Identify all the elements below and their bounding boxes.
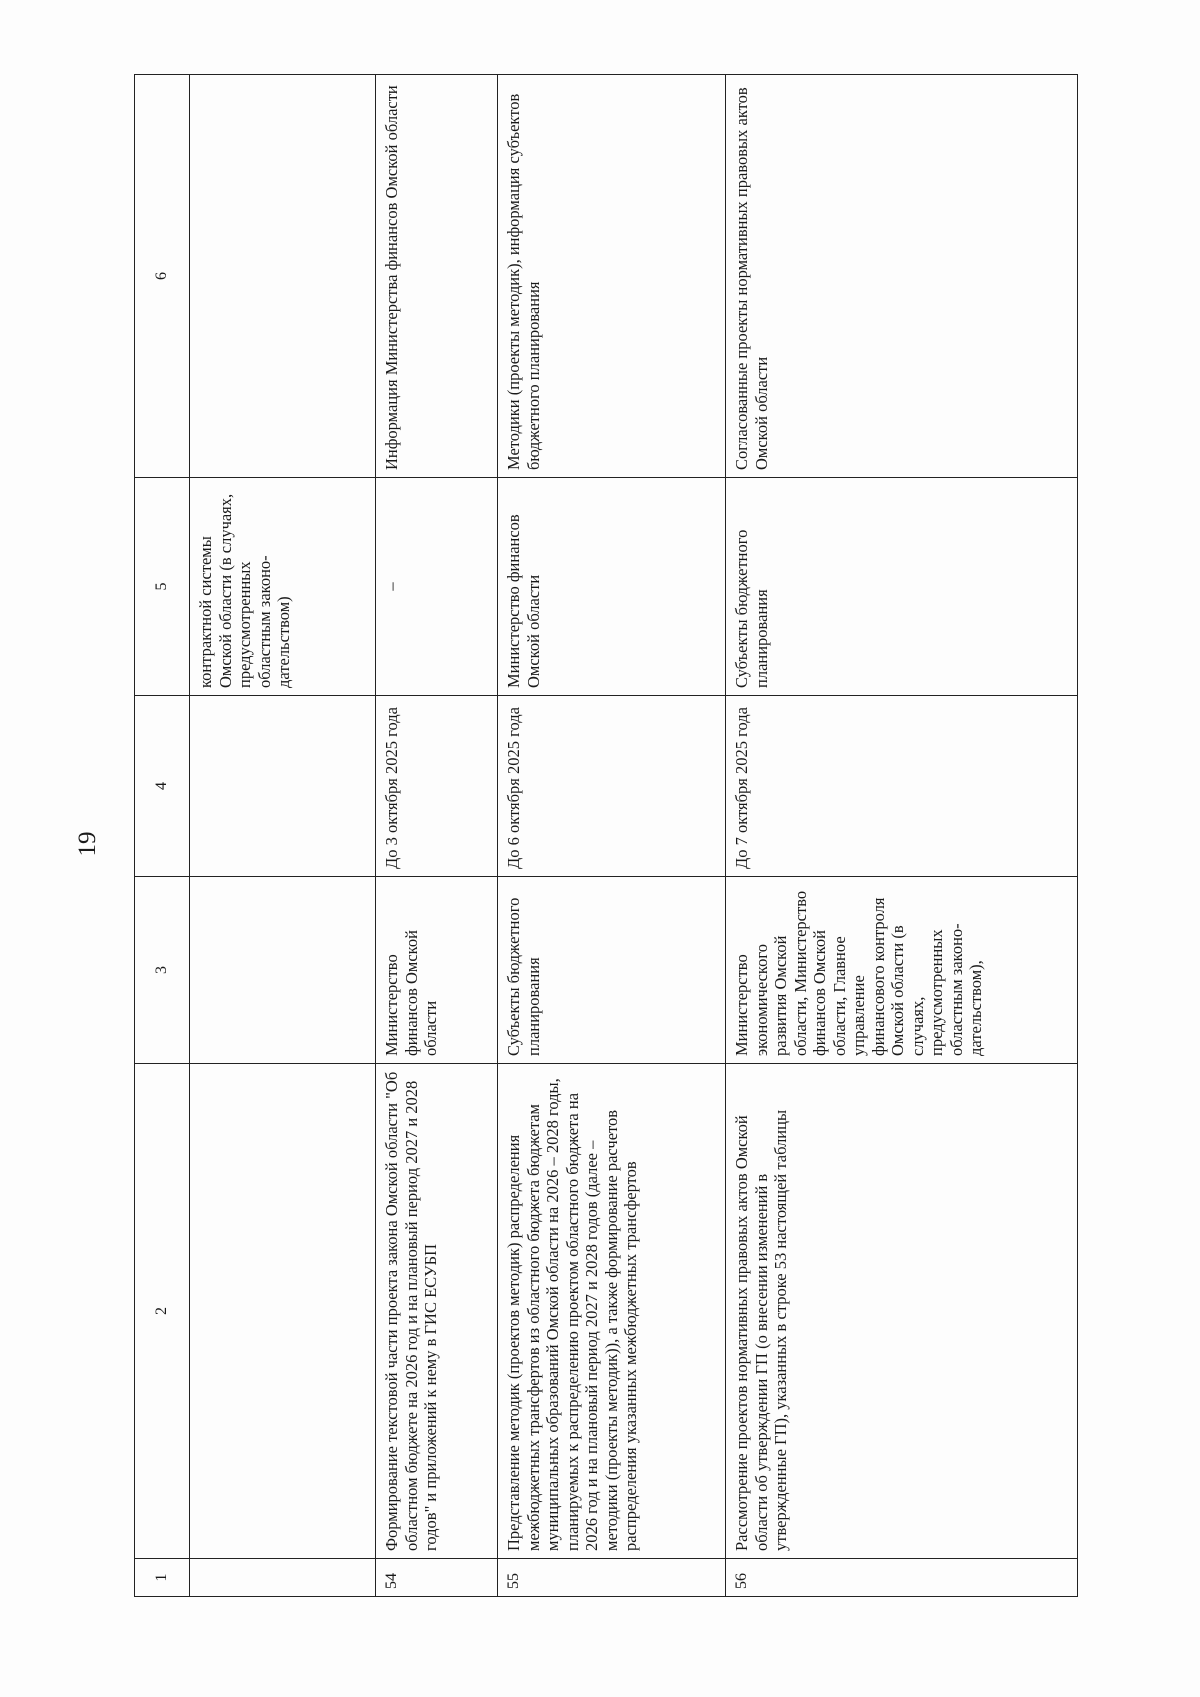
row-task [190,1064,376,1559]
page-number: 19 [74,831,101,857]
header-col-1: 1 [135,1559,190,1597]
header-col-6: 6 [135,75,190,478]
row-executor: Министерство экономического развития Омской области, Министерство финансов Омской области, Главное управление финансового контроля Омской области (в случаях, предусмотренных областным законо-дательством), [726,877,1078,1064]
table-row [726,75,1078,1597]
table-row [190,75,376,1597]
row-task: Рассмотрение проектов нормативных правовых актов Омской области об утверждении ГП (о внесении изменений в утвержденные ГП), указанных в строке 53 настоящей таблицы [726,1064,1078,1559]
row-number: 56 [726,1559,1078,1597]
row-number: 54 [376,1559,498,1597]
row-participants: – [376,478,498,696]
row-task: Формирование текстовой части проекта закона Омской области "Об областном бюджете на 2026 год и на плановый период 2027 и 2028 годов" и приложений к нему в ГИС ЕСУБП [376,1064,498,1559]
schedule-table-frame [134,75,1064,1597]
row-deadline: До 7 октября 2025 года [726,696,1078,877]
row-participants: контрактной системы Омской области (в случаях, предусмотренных областным законо-дательством) [190,478,376,696]
table-row [498,75,726,1597]
row-result: Информация Министерства финансов Омской области [376,75,498,478]
row-participants: Министерство финансов Омской области [498,478,726,696]
row-deadline: До 6 октября 2025 года [498,696,726,877]
row-task: Представление методик (проектов методик) распределения межбюджетных трансфертов из областного бюджета бюджетам муниципальных образований Омской области на 2026 – 2028 годы, планируемых к распределению проектом областного бюджета на 2026 год и на плановый период 2027 и 2028 годов (далее – методики (проекты методик)), а также формирование расчетов распределения указанных межбюджетных трансфертов [498,1064,726,1559]
table-row [376,75,498,1597]
row-participants: Субъекты бюджетного планирования [726,478,1078,696]
row-result [190,75,376,478]
schedule-table [134,74,1078,1597]
header-col-4: 4 [135,696,190,877]
row-executor [190,877,376,1064]
row-result: Методики (проекты методик), информация субъектов бюджетного планирования [498,75,726,478]
row-executor: Субъекты бюджетного планирования [498,877,726,1064]
header-col-3: 3 [135,877,190,1064]
header-col-5: 5 [135,478,190,696]
row-number: 55 [498,1559,726,1597]
row-executor: Министерство финансов Омской области [376,877,498,1064]
row-number [190,1559,376,1597]
row-deadline: До 3 октября 2025 года [376,696,498,877]
header-col-2: 2 [135,1064,190,1559]
row-deadline [190,696,376,877]
table-header-row [135,75,190,1597]
row-result: Согласованные проекты нормативных правовых актов Омской области [726,75,1078,478]
